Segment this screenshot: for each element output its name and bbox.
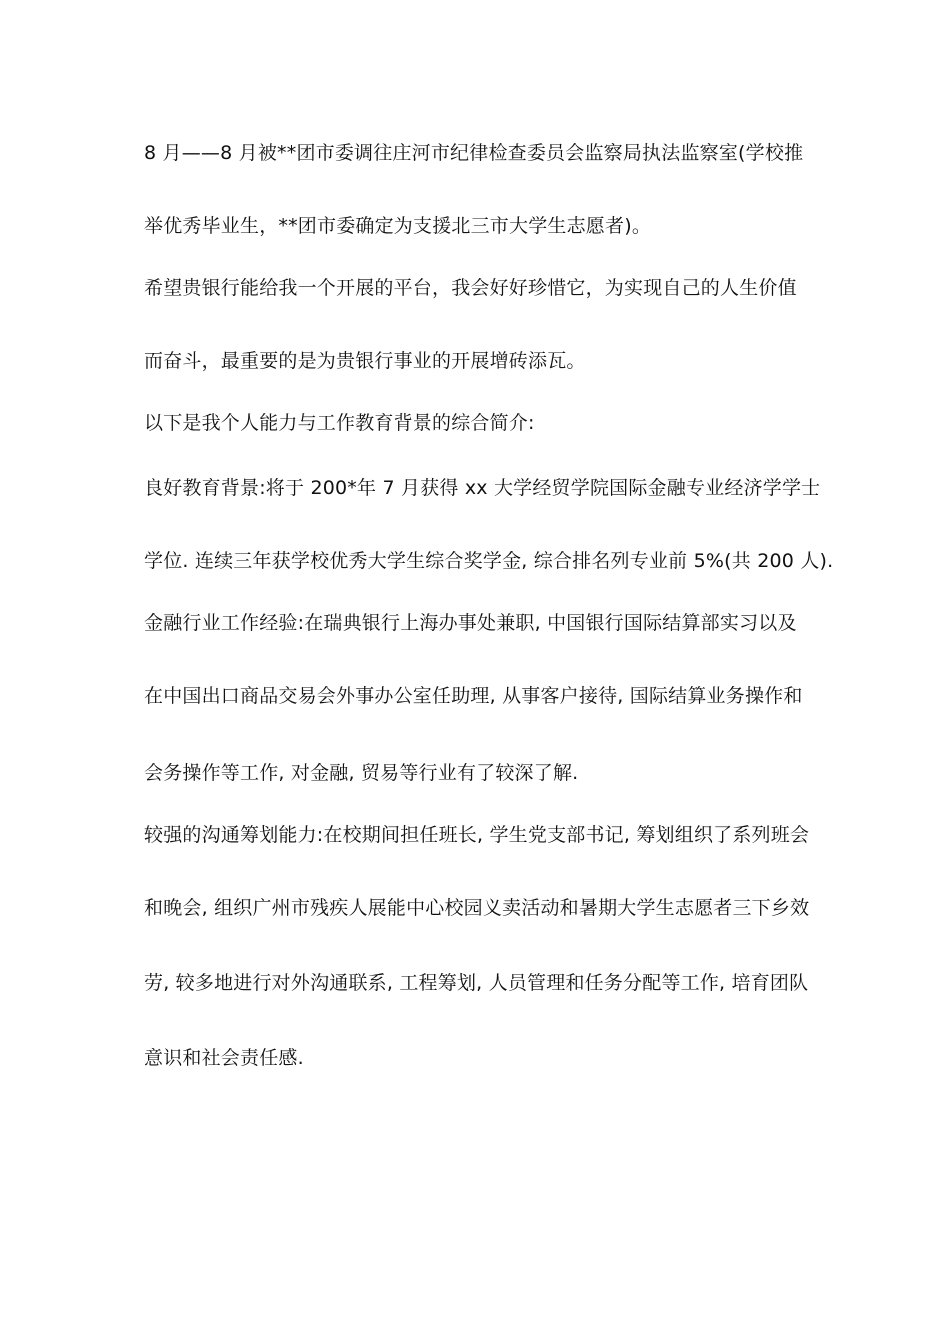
text-line-13: 劳, 较多地进行对外沟通联系, 工程筹划, 人员管理和任务分配等工作, 培育团队: [144, 972, 809, 994]
text-line-1: 8 月——8 月被**团市委调往庄河市纪律检查委员会监察局执法监察室(学校推: [144, 142, 804, 164]
text-line-7: 学位. 连续三年获学校优秀大学生综合奖学金, 综合排名列专业前 5%(共 200 人).: [144, 550, 834, 572]
text-line-11: 较强的沟通筹划能力:在校期间担任班长, 学生党支部书记, 筹划组织了系列班会: [144, 824, 810, 846]
text-line-14: 意识和社会责任感.: [144, 1047, 304, 1069]
text-line-4: 而奋斗，最重要的是为贵银行事业的开展增砖添瓦。: [144, 350, 586, 372]
text-line-3: 希望贵银行能给我一个开展的平台，我会好好珍惜它，为实现自己的人生价值: [144, 277, 797, 299]
text-line-10: 会务操作等工作, 对金融, 贸易等行业有了较深了解.: [144, 762, 579, 784]
text-line-8: 金融行业工作经验:在瑞典银行上海办事处兼职, 中国银行国际结算部实习以及: [144, 612, 797, 634]
text-line-12: 和晚会, 组织广州市残疾人展能中心校园义卖活动和暑期大学生志愿者三下乡效: [144, 897, 810, 919]
text-line-2: 举优秀毕业生，**团市委确定为支援北三市大学生志愿者)。: [144, 215, 652, 237]
text-line-6: 良好教育背景:将于 200*年 7 月获得 xx 大学经贸学院国际金融专业经济学学士: [144, 477, 821, 499]
text-line-9: 在中国出口商品交易会外事办公室任助理, 从事客户接待, 国际结算业务操作和: [144, 685, 803, 707]
text-line-5: 以下是我个人能力与工作教育背景的综合简介:: [144, 412, 535, 434]
